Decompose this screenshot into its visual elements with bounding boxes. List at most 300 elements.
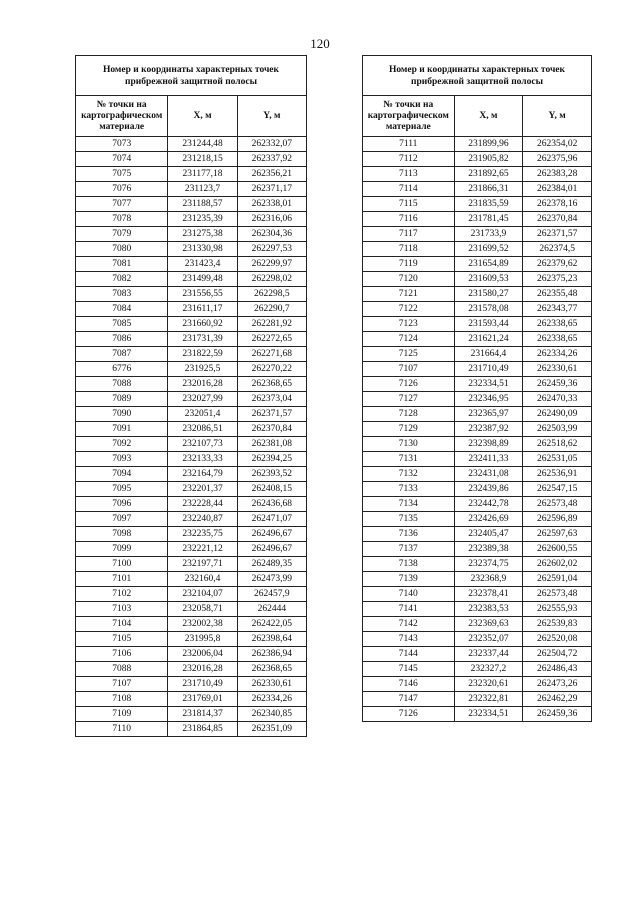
table-row [363,317,592,332]
y-coordinate-cell: 262384,01 [523,182,592,197]
table-row [76,497,307,512]
y-coordinate-cell: 262334,26 [523,347,592,362]
x-coordinate-cell: 231710,49 [454,362,523,377]
table-row [76,377,307,392]
point-number-cell: 7135 [363,512,455,527]
point-number-cell: 7090 [76,407,168,422]
point-number-cell: 7102 [76,587,168,602]
x-coordinate-cell: 231275,38 [168,227,237,242]
y-coordinate-cell: 262332,07 [237,137,306,152]
point-number-cell: 7145 [363,662,455,677]
y-coordinate-cell: 262340,85 [237,707,306,722]
x-coordinate-cell: 232051,4 [168,407,237,422]
point-number-cell: 7119 [363,257,455,272]
column-header-x: X, м [454,96,523,137]
point-number-cell: 7101 [76,572,168,587]
x-coordinate-cell: 231123,7 [168,182,237,197]
point-number-cell: 7113 [363,167,455,182]
point-number-cell: 7104 [76,617,168,632]
point-number-cell: 7124 [363,332,455,347]
point-number-cell: 7094 [76,467,168,482]
y-coordinate-cell: 262504,72 [523,647,592,662]
x-coordinate-cell: 232058,71 [168,602,237,617]
point-number-cell: 7115 [363,197,455,212]
point-number-cell: 7117 [363,227,455,242]
x-coordinate-cell: 232322,81 [454,692,523,707]
x-coordinate-cell: 232346,95 [454,392,523,407]
point-number-cell: 7088 [76,662,168,677]
point-number-cell: 7116 [363,212,455,227]
point-number-cell: 7128 [363,407,455,422]
table-row [76,437,307,452]
table-row [76,317,307,332]
table-row [363,662,592,677]
table-row [363,422,592,437]
table-row [76,632,307,647]
column-header-point: № точки на картографическом материале [76,96,168,137]
table-row [76,257,307,272]
x-coordinate-cell: 231654,89 [454,257,523,272]
x-coordinate-cell: 231769,01 [168,692,237,707]
table-row [363,137,592,152]
point-number-cell: 7133 [363,482,455,497]
point-number-cell: 7086 [76,332,168,347]
x-coordinate-cell: 231899,96 [454,137,523,152]
y-coordinate-cell: 262597,63 [523,527,592,542]
table-row [76,692,307,707]
point-number-cell: 7109 [76,707,168,722]
y-coordinate-cell: 262383,28 [523,167,592,182]
table-row [76,482,307,497]
x-coordinate-cell: 232374,75 [454,557,523,572]
x-coordinate-cell: 232016,28 [168,662,237,677]
table-row [363,497,592,512]
y-coordinate-cell: 262547,15 [523,482,592,497]
coordinates-table-right [362,55,592,722]
point-number-cell: 7106 [76,647,168,662]
y-coordinate-cell: 262334,26 [237,692,306,707]
y-coordinate-cell: 262459,36 [523,707,592,722]
y-coordinate-cell: 262457,9 [237,587,306,602]
y-coordinate-cell: 262297,53 [237,242,306,257]
table-body-left [76,137,307,737]
table-row [76,587,307,602]
table-title: Номер и координаты характерных точек прибрежной защитной полосы [76,56,307,96]
x-coordinate-cell: 232016,28 [168,377,237,392]
y-coordinate-cell: 262393,52 [237,467,306,482]
y-coordinate-cell: 262371,57 [237,407,306,422]
y-coordinate-cell: 262351,09 [237,722,306,737]
table-row [363,302,592,317]
x-coordinate-cell: 231866,31 [454,182,523,197]
table-row [363,197,592,212]
y-coordinate-cell: 262459,36 [523,377,592,392]
x-coordinate-cell: 231733,9 [454,227,523,242]
point-number-cell: 7097 [76,512,168,527]
point-number-cell: 7074 [76,152,168,167]
y-coordinate-cell: 262573,48 [523,497,592,512]
point-number-cell: 7084 [76,302,168,317]
y-coordinate-cell: 262444 [237,602,306,617]
table-row [363,407,592,422]
table-title: Номер и координаты характерных точек прибрежной защитной полосы [363,56,592,96]
point-number-cell: 7123 [363,317,455,332]
point-number-cell: 7139 [363,572,455,587]
table-row [363,347,592,362]
table-row [363,692,592,707]
y-coordinate-cell: 262368,65 [237,662,306,677]
y-coordinate-cell: 262304,36 [237,227,306,242]
point-number-cell: 7081 [76,257,168,272]
point-number-cell: 7130 [363,437,455,452]
table-row [363,182,592,197]
y-coordinate-cell: 262371,57 [523,227,592,242]
table-row [76,272,307,287]
point-number-cell: 7122 [363,302,455,317]
table-row [76,362,307,377]
x-coordinate-cell: 232221,12 [168,542,237,557]
x-coordinate-cell: 232228,44 [168,497,237,512]
x-coordinate-cell: 231218,15 [168,152,237,167]
y-coordinate-cell: 262343,77 [523,302,592,317]
x-coordinate-cell: 232240,87 [168,512,237,527]
x-coordinate-cell: 232405,47 [454,527,523,542]
table-row [363,557,592,572]
x-coordinate-cell: 232368,9 [454,572,523,587]
table-row [76,557,307,572]
y-coordinate-cell: 262591,04 [523,572,592,587]
x-coordinate-cell: 231781,45 [454,212,523,227]
table-row [363,632,592,647]
x-coordinate-cell: 232389,38 [454,542,523,557]
x-coordinate-cell: 232337,44 [454,647,523,662]
x-coordinate-cell: 232327,2 [454,662,523,677]
y-coordinate-cell: 262398,64 [237,632,306,647]
x-coordinate-cell: 231822,59 [168,347,237,362]
y-coordinate-cell: 262374,5 [523,242,592,257]
table-row [76,572,307,587]
table-row [76,527,307,542]
point-number-cell: 7107 [363,362,455,377]
x-coordinate-cell: 231664,4 [454,347,523,362]
table-row [76,137,307,152]
point-number-cell: 7087 [76,347,168,362]
y-coordinate-cell: 262368,65 [237,377,306,392]
x-coordinate-cell: 231499,48 [168,272,237,287]
y-coordinate-cell: 262470,33 [523,392,592,407]
x-coordinate-cell: 231177,18 [168,167,237,182]
table-row [363,332,592,347]
point-number-cell: 7118 [363,242,455,257]
y-coordinate-cell: 262602,02 [523,557,592,572]
table-row [76,452,307,467]
y-coordinate-cell: 262539,83 [523,617,592,632]
y-coordinate-cell: 262503,99 [523,422,592,437]
table-row [363,512,592,527]
x-coordinate-cell: 231611,17 [168,302,237,317]
y-coordinate-cell: 262370,84 [237,422,306,437]
table-row [363,362,592,377]
point-number-cell: 7105 [76,632,168,647]
table-row [363,272,592,287]
table-row [76,167,307,182]
x-coordinate-cell: 231593,44 [454,317,523,332]
point-number-cell: 7100 [76,557,168,572]
x-coordinate-cell: 232107,73 [168,437,237,452]
y-coordinate-cell: 262330,61 [237,677,306,692]
y-coordinate-cell: 262520,08 [523,632,592,647]
point-number-cell: 7098 [76,527,168,542]
point-number-cell: 7089 [76,392,168,407]
x-coordinate-cell: 232383,53 [454,602,523,617]
x-coordinate-cell: 232378,41 [454,587,523,602]
point-number-cell: 7111 [363,137,455,152]
y-coordinate-cell: 262381,08 [237,437,306,452]
x-coordinate-cell: 231578,08 [454,302,523,317]
x-coordinate-cell: 231731,39 [168,332,237,347]
y-coordinate-cell: 262394,25 [237,452,306,467]
y-coordinate-cell: 262338,01 [237,197,306,212]
table-row [76,302,307,317]
table-row [363,392,592,407]
y-coordinate-cell: 262338,65 [523,317,592,332]
table-row [76,347,307,362]
x-coordinate-cell: 231580,27 [454,287,523,302]
table-row [76,212,307,227]
x-coordinate-cell: 231235,39 [168,212,237,227]
table-row [363,287,592,302]
y-coordinate-cell: 262473,99 [237,572,306,587]
point-number-cell: 7134 [363,497,455,512]
x-coordinate-cell: 232235,75 [168,527,237,542]
page-number: 120 [310,36,330,51]
point-number-cell: 7146 [363,677,455,692]
x-coordinate-cell: 232387,92 [454,422,523,437]
point-number-cell: 7129 [363,422,455,437]
point-number-cell: 7143 [363,632,455,647]
point-number-cell: 7077 [76,197,168,212]
y-coordinate-cell: 262337,92 [237,152,306,167]
y-coordinate-cell: 262462,29 [523,692,592,707]
point-number-cell: 7112 [363,152,455,167]
x-coordinate-cell: 231814,37 [168,707,237,722]
table-row [363,377,592,392]
y-coordinate-cell: 262338,65 [523,332,592,347]
x-coordinate-cell: 231609,53 [454,272,523,287]
point-number-cell: 7091 [76,422,168,437]
y-coordinate-cell: 262355,48 [523,287,592,302]
x-coordinate-cell: 231925,5 [168,362,237,377]
x-coordinate-cell: 231905,82 [454,152,523,167]
table-row [363,587,592,602]
x-coordinate-cell: 232365,97 [454,407,523,422]
x-coordinate-cell: 232201,37 [168,482,237,497]
point-number-cell: 7099 [76,542,168,557]
point-number-cell: 7110 [76,722,168,737]
x-coordinate-cell: 231892,65 [454,167,523,182]
x-coordinate-cell: 231710,49 [168,677,237,692]
point-number-cell: 7132 [363,467,455,482]
y-coordinate-cell: 262354,02 [523,137,592,152]
coordinates-table-left [75,55,307,737]
x-coordinate-cell: 232398,89 [454,437,523,452]
point-number-cell: 7120 [363,272,455,287]
x-coordinate-cell: 232006,04 [168,647,237,662]
point-number-cell: 7126 [363,707,455,722]
y-coordinate-cell: 262281,92 [237,317,306,332]
point-number-cell: 7136 [363,527,455,542]
x-coordinate-cell: 232352,07 [454,632,523,647]
point-number-cell: 7121 [363,287,455,302]
point-number-cell: 7096 [76,497,168,512]
table-row [76,242,307,257]
column-header-point: № точки на картографическом материале [363,96,455,137]
table-row [76,422,307,437]
table-row [76,407,307,422]
x-coordinate-cell: 232334,51 [454,377,523,392]
point-number-cell: 7075 [76,167,168,182]
x-coordinate-cell: 232439,86 [454,482,523,497]
y-coordinate-cell: 262555,93 [523,602,592,617]
table-row [363,167,592,182]
point-number-cell: 7147 [363,692,455,707]
point-number-cell: 7079 [76,227,168,242]
table-row [76,152,307,167]
point-number-cell: 7076 [76,182,168,197]
point-number-cell: 7125 [363,347,455,362]
x-coordinate-cell: 232197,71 [168,557,237,572]
x-coordinate-cell: 232164,79 [168,467,237,482]
table-row [363,482,592,497]
x-coordinate-cell: 231188,57 [168,197,237,212]
point-number-cell: 7131 [363,452,455,467]
x-coordinate-cell: 232442,78 [454,497,523,512]
x-coordinate-cell: 232334,51 [454,707,523,722]
table-row [76,287,307,302]
x-coordinate-cell: 231423,4 [168,257,237,272]
y-coordinate-cell: 262375,96 [523,152,592,167]
point-number-cell: 7088 [76,377,168,392]
table-row [363,467,592,482]
table-row [363,257,592,272]
table-row [363,572,592,587]
point-number-cell: 7073 [76,137,168,152]
x-coordinate-cell: 231660,92 [168,317,237,332]
point-number-cell: 7114 [363,182,455,197]
point-number-cell: 7078 [76,212,168,227]
table-row [363,602,592,617]
column-header-x: X, м [168,96,237,137]
table-row [363,617,592,632]
y-coordinate-cell: 262536,91 [523,467,592,482]
x-coordinate-cell: 232320,61 [454,677,523,692]
column-header-y: Y, м [237,96,306,137]
y-coordinate-cell: 262573,48 [523,587,592,602]
point-number-cell: 7107 [76,677,168,692]
y-coordinate-cell: 262496,67 [237,527,306,542]
point-number-cell: 7126 [363,377,455,392]
point-number-cell: 7127 [363,392,455,407]
point-number-cell: 7142 [363,617,455,632]
y-coordinate-cell: 262518,62 [523,437,592,452]
x-coordinate-cell: 232133,33 [168,452,237,467]
point-number-cell: 7108 [76,692,168,707]
table-row [76,617,307,632]
table-body-right [363,137,592,722]
table-row [76,707,307,722]
table-row [76,722,307,737]
table-row [76,677,307,692]
table-row [363,227,592,242]
y-coordinate-cell: 262356,21 [237,167,306,182]
point-number-cell: 7140 [363,587,455,602]
table-row [363,242,592,257]
x-coordinate-cell: 231621,24 [454,332,523,347]
y-coordinate-cell: 262371,17 [237,182,306,197]
point-number-cell: 7137 [363,542,455,557]
y-coordinate-cell: 262408,15 [237,482,306,497]
y-coordinate-cell: 262486,43 [523,662,592,677]
point-number-cell: 7093 [76,452,168,467]
x-coordinate-cell: 232426,69 [454,512,523,527]
table-row [76,227,307,242]
point-number-cell: 7082 [76,272,168,287]
y-coordinate-cell: 262471,07 [237,512,306,527]
y-coordinate-cell: 262473,26 [523,677,592,692]
y-coordinate-cell: 262299,97 [237,257,306,272]
table-row [76,392,307,407]
x-coordinate-cell: 231244,48 [168,137,237,152]
point-number-cell: 7103 [76,602,168,617]
table-row [76,662,307,677]
x-coordinate-cell: 231330,98 [168,242,237,257]
x-coordinate-cell: 231556,55 [168,287,237,302]
y-coordinate-cell: 262298,02 [237,272,306,287]
y-coordinate-cell: 262436,68 [237,497,306,512]
table-row [363,152,592,167]
table-row [76,602,307,617]
x-coordinate-cell: 232160,4 [168,572,237,587]
y-coordinate-cell: 262378,16 [523,197,592,212]
point-number-cell: 7092 [76,437,168,452]
table-row [363,437,592,452]
table-row [76,182,307,197]
y-coordinate-cell: 262271,68 [237,347,306,362]
point-number-cell: 7083 [76,287,168,302]
table-row [363,542,592,557]
x-coordinate-cell: 231835,59 [454,197,523,212]
table-row [76,332,307,347]
y-coordinate-cell: 262490,09 [523,407,592,422]
x-coordinate-cell: 232369,63 [454,617,523,632]
y-coordinate-cell: 262596,89 [523,512,592,527]
y-coordinate-cell: 262489,35 [237,557,306,572]
y-coordinate-cell: 262316,06 [237,212,306,227]
x-coordinate-cell: 231864,85 [168,722,237,737]
point-number-cell: 7080 [76,242,168,257]
table-row [76,467,307,482]
y-coordinate-cell: 262330,61 [523,362,592,377]
x-coordinate-cell: 232086,51 [168,422,237,437]
point-number-cell: 7141 [363,602,455,617]
y-coordinate-cell: 262270,22 [237,362,306,377]
x-coordinate-cell: 232002,38 [168,617,237,632]
column-header-y: Y, м [523,96,592,137]
point-number-cell: 7085 [76,317,168,332]
y-coordinate-cell: 262290,7 [237,302,306,317]
x-coordinate-cell: 232431,08 [454,467,523,482]
y-coordinate-cell: 262272,65 [237,332,306,347]
